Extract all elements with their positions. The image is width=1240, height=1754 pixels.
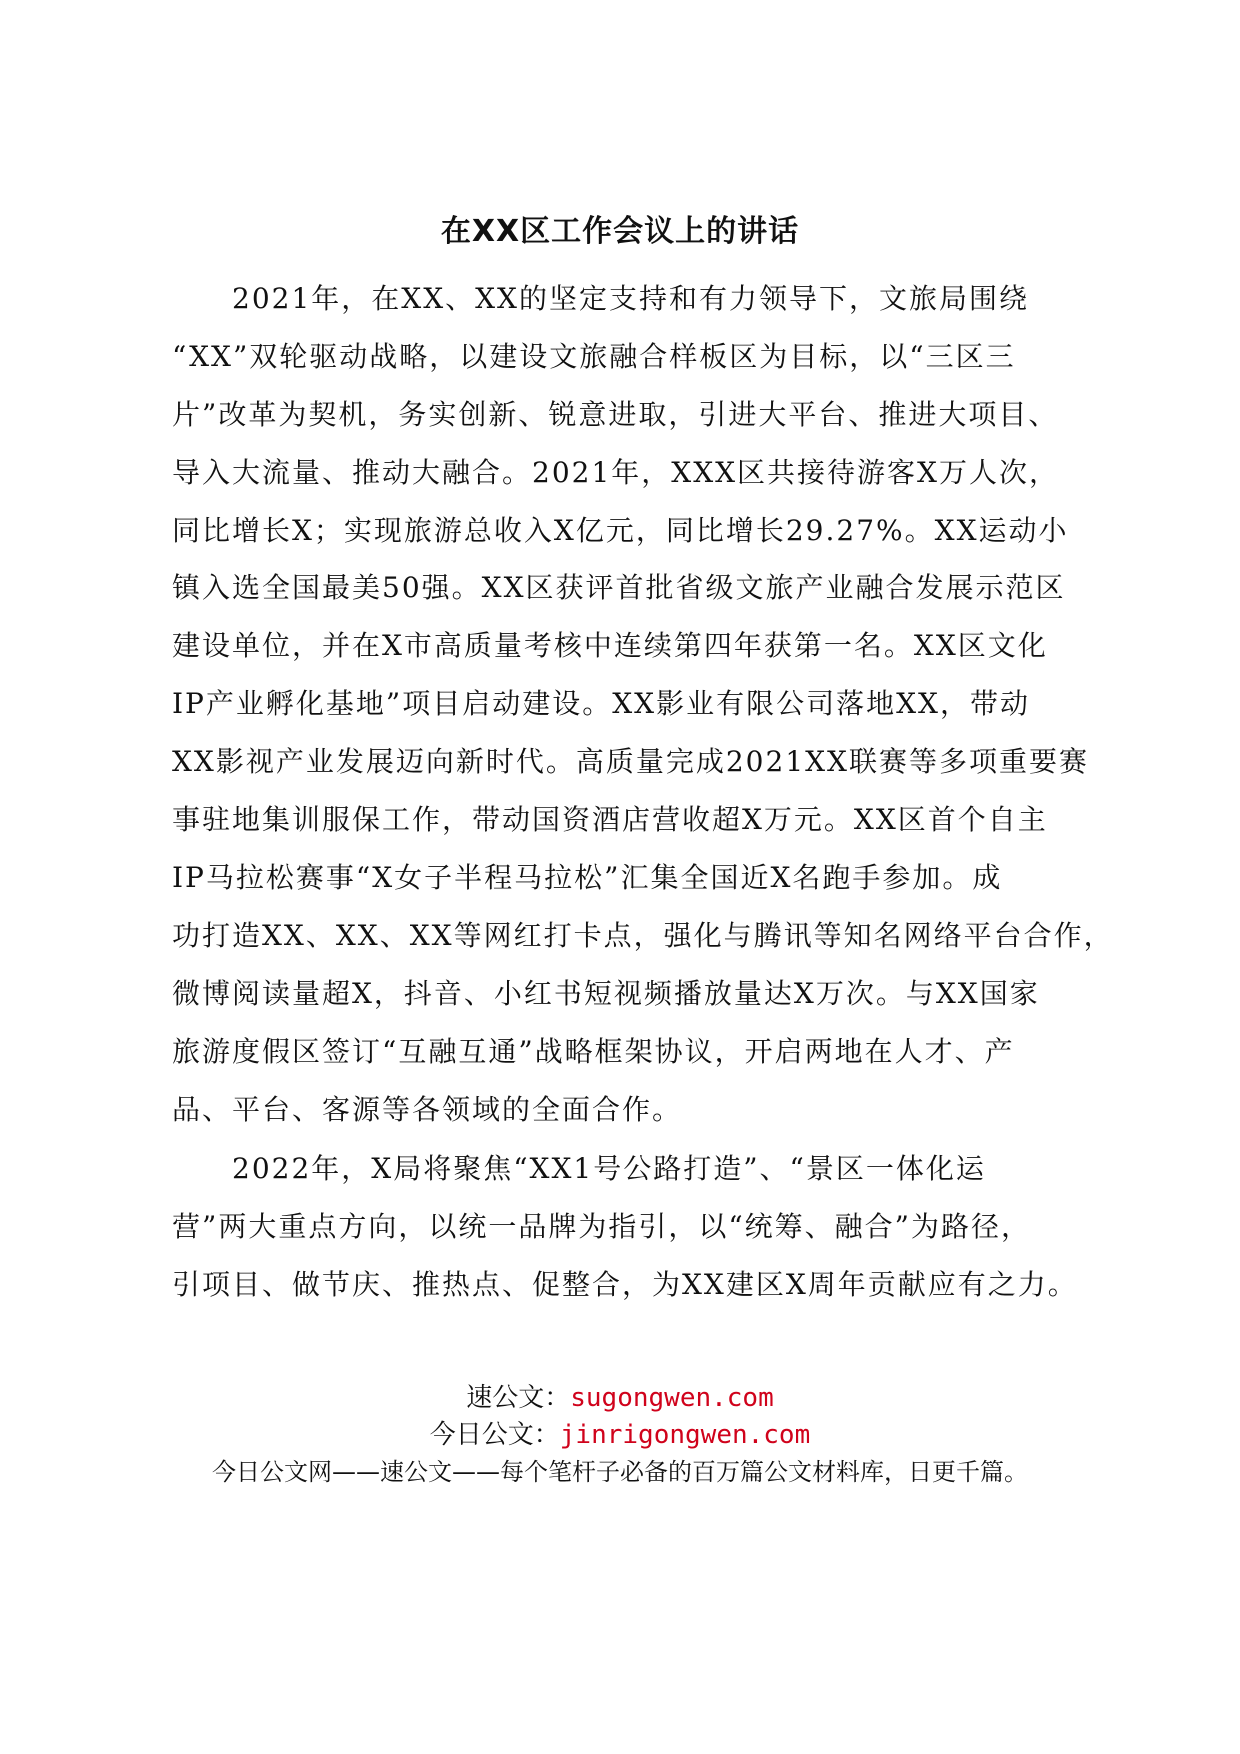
- body-line: 功打造XX、XX、XX等网红打卡点，强化与腾讯等知名网络平台合作，: [172, 919, 1114, 952]
- body-line: “XX”双轮驱动战略，以建设文旅融合样板区为目标，以“三区三: [172, 340, 1016, 373]
- footer-sugongwen-label: 速公文：: [466, 1383, 571, 1413]
- body-line: 建设单位，并在X市高质量考核中连续第四年获第一名。XX区文化: [172, 629, 1048, 662]
- document-title: 在XX区工作会议上的讲话: [440, 214, 800, 249]
- footer-jinrigongwen-label: 今日公文：: [429, 1420, 560, 1450]
- body-line: 微博阅读量超X，抖音、小红书短视频播放量达X万次。与XX国家: [172, 977, 1040, 1010]
- body-line: 旅游度假区签订“互融互通”战略框架协议，开启两地在人才、产: [172, 1035, 1015, 1068]
- body-line: XX影视产业发展迈向新时代。高质量完成2021XX联赛等多项重要赛: [172, 745, 1089, 778]
- body-line: 2021年，在XX、XX的坚定支持和有力领导下，文旅局围绕: [232, 282, 1029, 315]
- footer-sugongwen: [0, 1381, 1240, 1415]
- body-line: 镇入选全国最美50强。XX区获评首批省级文旅产业融合发展示范区: [172, 571, 1066, 604]
- footer-sugongwen-link[interactable]: sugongwen.com: [570, 1383, 774, 1413]
- footer-jinrigongwen: [0, 1418, 1240, 1452]
- body-line: 同比增长X；实现旅游总收入X亿元，同比增长29.27%。XX运动小: [172, 514, 1069, 547]
- body-line: 片”改革为契机，务实创新、锐意进取，引进大平台、推进大项目、: [172, 398, 1059, 431]
- body-line: 引项目、做节庆、推热点、促整合，为XX建区X周年贡献应有之力。: [172, 1268, 1078, 1301]
- body-line: 品、平台、客源等各领域的全面合作。: [172, 1093, 683, 1126]
- body-line: 2022年，X局将聚焦“XX1号公路打造”、“景区一体化运: [232, 1152, 986, 1185]
- body-line: IP产业孵化基地”项目启动建设。XX影业有限公司落地XX，带动: [172, 687, 1030, 720]
- body-line: 导入大流量、推动大融合。2021年，XXX区共接待游客X万人次，: [172, 456, 1059, 489]
- body-line: IP马拉松赛事“X女子半程马拉松”汇集全国近X名跑手参加。成: [172, 861, 1003, 894]
- body-line: 营”两大重点方向，以统一品牌为指引，以“统筹、融合”为路径，: [172, 1210, 1031, 1243]
- footer-jinrigongwen-link[interactable]: jinrigongwen.com: [559, 1420, 811, 1450]
- footer-slogan: 今日公文网——速公文——每个笔杆子必备的百万篇公文材料库，日更千篇。: [212, 1458, 1028, 1486]
- body-line: 事驻地集训服保工作，带动国资酒店营收超X万元。XX区首个自主: [172, 803, 1048, 836]
